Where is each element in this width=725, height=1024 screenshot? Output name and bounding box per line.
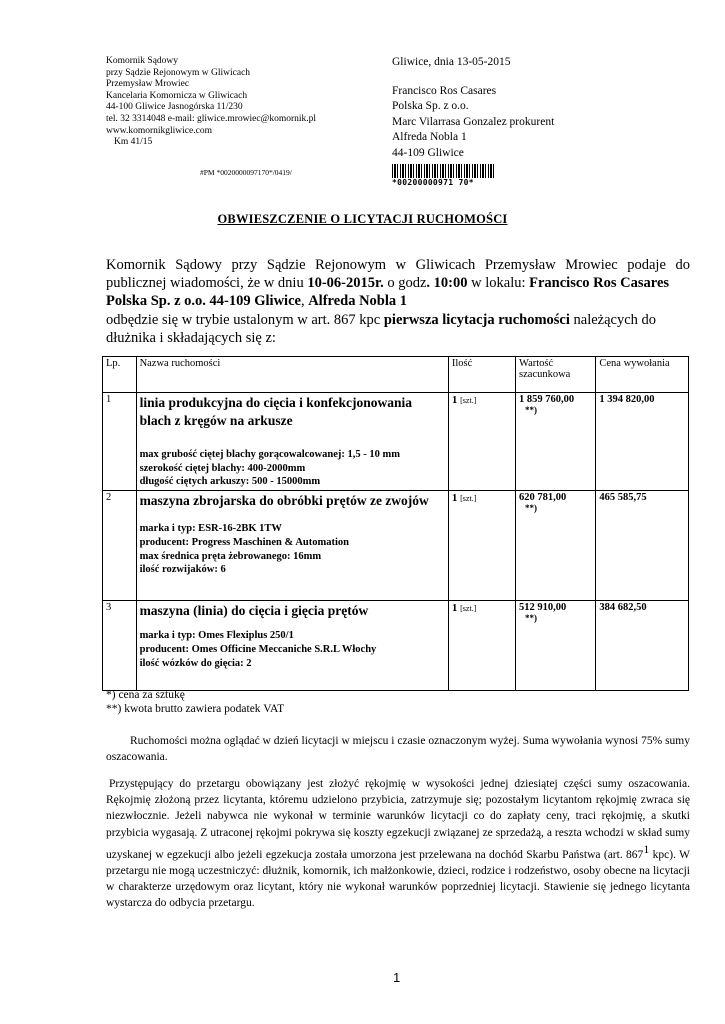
item-qty: 1 <box>451 602 458 615</box>
item-value: 512 910,00 <box>519 602 567 614</box>
barcode-text: *00200000971 70* <box>392 178 474 187</box>
venue-street: Alfreda Nobla 1 <box>308 293 408 310</box>
intro-text: publicznej wiadomości, że w dniu <box>106 275 308 292</box>
intro-text: należących do <box>569 311 657 328</box>
row-name-cell <box>136 491 448 601</box>
item-spec: max grubość ciętej blachy gorącowalcowanej: 1,5 - 10 mm <box>139 449 400 460</box>
header-lp: Lp. <box>103 357 137 393</box>
item-spec: ilość rozwijaków: 6 <box>139 564 226 576</box>
sender-line: www.komornikgliwice.com <box>106 125 212 136</box>
row-lp: 1 <box>103 393 137 491</box>
recipient-line: Polska Sp. z o.o. <box>392 100 469 113</box>
item-spec: marka i typ: ESR-16-2BK 1TW <box>139 523 282 535</box>
item-price: 465 585,75 <box>596 491 689 601</box>
table-header-row <box>103 357 689 393</box>
footnotes <box>106 688 284 716</box>
item-name: linia produkcyjna do cięcia i konfekcjonowania blach z kręgów na arkusze <box>139 395 412 428</box>
deposit-text: kpc). W przetargu nie mogą uczestniczyć: dłużnik, komornik, ich małżonkowie, dzieci, rodzice i rodzeństwo, osoby obecne na licytacji w charakterze urzędowym oraz licytant, który nie wykonał warunków poprzedniej licytacji. Stawienie się jednego licytanta wystarcza do odbycia przetargu. <box>106 848 690 910</box>
viewing-paragraph: Ruchomości można oglądać w dzień licytacji w miejscu i czasie oznaczonym wyżej. Suma wywołania wynosi 75% sumy oszacowania. <box>106 735 690 764</box>
item-price: 1 394 820,00 <box>596 393 689 491</box>
row-qty-cell <box>448 491 515 601</box>
item-spec: producent: Progress Maschinen & Automation <box>139 536 349 548</box>
table-row <box>103 601 689 691</box>
vat-mark: **) <box>525 613 538 624</box>
header-price: Cena wywołania <box>596 357 689 393</box>
page-number: 1 <box>393 970 401 985</box>
sender-line: tel. 32 3314048 e-mail: gliwice.mrowiec@komornik.pl <box>106 113 317 124</box>
item-spec: szerokość ciętej blachy: 400-2000mm <box>139 462 306 474</box>
item-unit: [szt.] <box>460 396 477 405</box>
intro-text: w lokalu: <box>467 275 530 292</box>
recipient-line: Marc Vilarrasa Gonzalez prokurent <box>392 115 555 128</box>
row-lp: 3 <box>103 601 137 691</box>
item-name: maszyna (linia) do cięcia i gięcia prętów <box>139 603 369 619</box>
item-value: 620 781,00 <box>519 492 567 504</box>
article-superscript: 1 <box>643 841 650 856</box>
item-value: 1 859 760,00 <box>519 394 575 405</box>
intro-line-5: dłużnika i składających się z: <box>106 329 276 346</box>
deposit-paragraph <box>106 776 690 911</box>
intro-line-1: Komornik Sądowy przy Sądzie Rejonowym w Gliwicach Przemysław Mrowiec podaje do <box>106 257 690 273</box>
item-spec: producent: Omes Officine Meccaniche S.R.L Włochy <box>139 643 377 655</box>
item-spec: długość ciętych arkuszy: 500 - 15000mm <box>139 476 321 488</box>
auction-time: . 10:00 <box>426 275 468 292</box>
row-value-cell <box>516 393 596 491</box>
intro-text: , <box>300 293 309 310</box>
item-qty: 1 <box>451 394 458 406</box>
auction-date: 10-06-2015r. <box>307 275 384 292</box>
footnote-vat: **) kwota brutto zawiera podatek VAT <box>106 703 285 715</box>
item-spec: marka i typ: Omes Flexiplus 250/1 <box>139 630 294 642</box>
intro-line-3 <box>106 292 690 310</box>
header-value: Wartość szacunkowa <box>516 357 596 393</box>
case-number: Km 41/15 <box>114 137 153 148</box>
row-lp: 2 <box>103 491 137 601</box>
auction-type: pierwsza licytacja ruchomości <box>383 311 570 328</box>
barcode <box>392 164 496 186</box>
row-name-cell <box>136 393 448 491</box>
row-value-cell <box>516 601 596 691</box>
item-unit: [szt.] <box>460 494 477 504</box>
row-value-cell <box>516 491 596 601</box>
item-spec: max średnica pręta żebrowanego: 16mm <box>139 550 322 562</box>
recipient-line: Alfreda Nobla 1 <box>392 131 467 144</box>
venue-name: Francisco Ros Casares <box>529 275 670 292</box>
recipient-line: 44-109 Gliwice <box>392 146 464 159</box>
intro-line-2 <box>106 274 690 292</box>
row-name-cell <box>136 601 448 691</box>
document-title: OBWIESZCZENIE O LICYTACJI RUCHOMOŚCI <box>217 212 508 226</box>
intro-line-4 <box>106 311 690 329</box>
table-row <box>103 393 689 491</box>
row-qty-cell <box>448 601 515 691</box>
sender-block <box>106 56 316 149</box>
items-table <box>102 356 689 691</box>
vat-mark: **) <box>525 503 538 514</box>
reference-code: #PM *0020000097170*/0419/ <box>200 168 292 177</box>
item-price: 384 682,50 <box>596 601 689 691</box>
item-name: maszyna zbrojarska do obróbki prętów ze zwojów <box>139 493 429 509</box>
venue-company: Polska Sp. z o.o. 44-109 Gliwice <box>106 293 301 310</box>
intro-text: odbędzie się w trybie ustalonym w art. 867 kpc <box>106 311 384 328</box>
row-qty-cell <box>448 393 515 491</box>
footnote-unit-price: *) cena za sztukę <box>106 689 185 701</box>
place-date: Gliwice, dnia 13-05-2015 <box>392 56 511 68</box>
barcode-bars <box>392 164 496 178</box>
sender-line: Komornik Sądowy <box>106 56 179 66</box>
recipient-line: Francisco Ros Casares <box>392 85 497 97</box>
recipient-block <box>392 84 554 161</box>
vat-mark: **) <box>525 405 538 415</box>
table-row <box>103 491 689 601</box>
item-unit: [szt.] <box>460 604 477 614</box>
item-spec: ilość wózków do gięcia: 2 <box>139 657 252 669</box>
intro-paragraph <box>106 256 690 347</box>
item-qty: 1 <box>451 492 458 505</box>
sender-line: Kancelaria Komornicza w Gliwicach <box>106 90 248 101</box>
intro-text: o godz <box>383 275 427 292</box>
deposit-text: Przystępujący do przetargu obowiązany jest złożyć rękojmię w wysokości jednej dziesiątej części sumy oszacowania. Rękojmię złożoną przez licytanta, któremu udzielono przybicia, zatrzymuje się; pozostałym licytantom rękojmię zwraca się niezwłocznie. Jeżeli nabywca nie wykonał w terminie warunków licytacji co do zapłaty ceny, traci rękojmię, a skutki przybicia wygasają. Z utraconej rękojmi pokrywa się koszty egzekucji związanej ze sprzedażą, a reszta wchodzi w skład sumy uzyskanej w egzekucji albo jeżeli egzekucja została umorzona jest przelewana na dochód Skarbu Państwa (art. 867 <box>106 778 690 861</box>
header-name: Nazwa ruchomości <box>136 357 448 393</box>
sender-line: przy Sądzie Rejonowym w Gliwicach <box>106 67 251 78</box>
sender-line: 44-100 Gliwice Jasnogórska 11/230 <box>106 102 243 113</box>
header-qty: Ilość <box>448 357 515 393</box>
sender-line: Przemysław Mrowiec <box>106 79 190 90</box>
